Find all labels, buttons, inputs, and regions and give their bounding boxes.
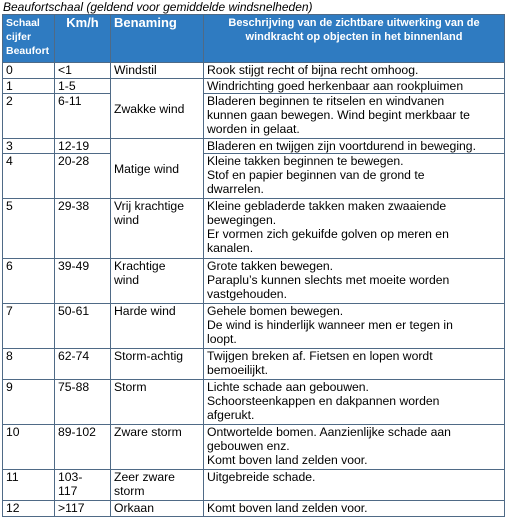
text-line: Windstil — [114, 63, 157, 77]
wind-description — [204, 199, 505, 259]
text-line: Zeer zware — [114, 470, 175, 484]
text-line: 6-11 — [58, 94, 82, 108]
text-line: 29-38 — [58, 199, 90, 213]
kmh-range — [55, 425, 111, 470]
wind-description — [204, 259, 505, 304]
kmh-range — [55, 470, 111, 501]
text-line: 50-61 — [58, 304, 90, 318]
table-row — [3, 94, 505, 139]
kmh-range — [55, 199, 111, 259]
table-row — [3, 470, 505, 501]
table-row — [3, 380, 505, 425]
text-line: Gehele bomen bewegen. — [207, 304, 344, 318]
text-line: kanalen. — [207, 241, 254, 255]
text-line: Twijgen breken af. Fietsen en lopen wordt — [207, 349, 433, 363]
beaufort-table — [2, 14, 505, 517]
text-line: Grote takken bewegen. — [207, 259, 334, 273]
text-line: Orkaan — [114, 501, 154, 515]
text-line: Harde wind — [114, 304, 176, 318]
text-line: Lichte schade aan gebouwen. — [207, 380, 369, 394]
text-line: >117 — [58, 501, 85, 515]
beaufort-number: 1 — [3, 79, 55, 94]
text-line: bemoeilijkt. — [207, 363, 268, 377]
kmh-range — [55, 94, 111, 139]
text-line: Bladeren beginnen te ritselen en windvanen — [207, 94, 445, 108]
text-line: Zware storm — [114, 425, 182, 439]
text-line: Beschrijving van de zichtbare uitwerking van de — [228, 17, 480, 29]
text-line: loopt. — [207, 332, 237, 346]
beaufort-number: 8 — [3, 349, 55, 380]
text-line: Schaal — [6, 17, 40, 29]
wind-name — [111, 63, 204, 79]
wind-description — [204, 79, 505, 94]
kmh-range — [55, 63, 111, 79]
beaufort-number: 0 — [3, 63, 55, 79]
wind-name — [111, 304, 204, 349]
table-row — [3, 154, 505, 199]
text-line: wind — [114, 273, 140, 287]
text-line: kunnen gaan bewegen. Wind begint merkbaar te — [207, 108, 470, 122]
table-row — [3, 259, 505, 304]
kmh-range — [55, 79, 111, 94]
kmh-range — [55, 154, 111, 199]
text-line: wind — [114, 213, 140, 227]
beaufort-number: 11 — [3, 470, 55, 501]
table-row — [3, 63, 505, 79]
beaufort-number: 6 — [3, 259, 55, 304]
wind-description — [204, 380, 505, 425]
table-row — [3, 501, 505, 517]
text-line: 12-19 — [58, 139, 90, 153]
text-line: 20-28 — [58, 154, 90, 168]
text-line: 117 — [58, 484, 78, 498]
kmh-range — [55, 259, 111, 304]
text-line: Er vormen zich gekuifde golven op meren en — [207, 227, 449, 241]
text-line: Storm — [114, 380, 147, 394]
kmh-range — [55, 304, 111, 349]
wind-description — [204, 304, 505, 349]
table-row — [3, 199, 505, 259]
text-line: <1 — [58, 63, 72, 77]
text-line: 89-102 — [58, 425, 96, 439]
text-line: Krachtige — [114, 259, 166, 273]
text-line: Komt boven land zelden voor. — [207, 453, 368, 467]
text-line: Rook stijgt recht of bijna recht omhoog. — [207, 63, 419, 77]
text-line: 75-88 — [58, 380, 90, 394]
table-row — [3, 349, 505, 380]
wind-description — [204, 501, 505, 517]
beaufort-number: 7 — [3, 304, 55, 349]
text-line: 39-49 — [58, 259, 90, 273]
wind-name — [111, 380, 204, 425]
text-line: Bladeren en twijgen zijn voortdurend in beweging. — [207, 139, 476, 153]
text-line: bewegingen. — [207, 213, 277, 227]
text-line: Ontwortelde bomen. Aanzienlijke schade aan — [207, 425, 451, 439]
wind-name — [111, 349, 204, 380]
text-line: Stof en papier beginnen van de grond te — [207, 168, 425, 182]
wind-name-merged — [111, 139, 204, 199]
wind-description — [204, 94, 505, 139]
text-line: Kleine gebladerde takken maken zwaaiende — [207, 199, 447, 213]
text-line: Matige wind — [114, 161, 180, 176]
text-line: storm — [114, 484, 145, 498]
beaufort-number: 2 — [3, 94, 55, 139]
text-line: Storm-achtig — [114, 349, 184, 363]
table-row — [3, 79, 505, 94]
beaufort-number: 10 — [3, 425, 55, 470]
beaufort-number: 4 — [3, 154, 55, 199]
text-line: gebouwen enz. — [207, 439, 290, 453]
text-line: Uitgebreide schade. — [207, 470, 316, 484]
text-line: 62-74 — [58, 349, 90, 363]
wind-description — [204, 63, 505, 79]
kmh-range — [55, 380, 111, 425]
text-line: Kleine takken beginnen te bewegen. — [207, 154, 404, 168]
text-line: Windrichting goed herkenbaar aan rookpluimen — [207, 79, 464, 93]
header-row — [3, 15, 505, 63]
kmh-range — [55, 349, 111, 380]
text-line: windkracht op objecten in het binnenland — [245, 31, 463, 43]
text-line: Komt boven land zelden voor. — [207, 501, 368, 515]
beaufort-number: 9 — [3, 380, 55, 425]
wind-name — [111, 259, 204, 304]
text-line: Paraplu’s kunnen slechts met moeite worden — [207, 273, 450, 287]
header-beschrijving — [204, 15, 505, 63]
text-line: dwarrelen. — [207, 182, 264, 196]
beaufort-number: 3 — [3, 139, 55, 154]
table-row — [3, 139, 505, 154]
text-line: 103- — [58, 470, 83, 484]
wind-name — [111, 501, 204, 517]
wind-name — [111, 470, 204, 501]
kmh-range — [55, 501, 111, 517]
kmh-range — [55, 139, 111, 154]
wind-description — [204, 425, 505, 470]
text-line: De wind is hinderlijk wanneer men er tegen in — [207, 318, 453, 332]
wind-description — [204, 154, 505, 199]
beaufort-number: 5 — [3, 199, 55, 259]
table-row — [3, 304, 505, 349]
text-line: Zwakke wind — [114, 101, 185, 116]
wind-name — [111, 425, 204, 470]
wind-description — [204, 349, 505, 380]
text-line: 1-5 — [58, 79, 76, 93]
table-row — [3, 425, 505, 470]
text-line: Vrij krachtige — [114, 199, 184, 213]
text-line: Schoorsteenkappen en dakpannen worden — [207, 394, 440, 408]
table-caption: Beaufortschaal (geldend voor gemiddelde windsnelheden) — [3, 0, 313, 14]
wind-name — [111, 199, 204, 259]
header-kmh: Km/h — [55, 15, 111, 63]
text-line: cijfer — [6, 31, 32, 43]
header-schaal — [3, 15, 55, 63]
wind-description — [204, 470, 505, 501]
text-line: afgerukt. — [207, 408, 255, 422]
text-line: Beaufort — [6, 45, 50, 57]
wind-name-merged — [111, 79, 204, 139]
text-line: worden in gelaat. — [207, 122, 300, 136]
text-line: vastgehouden. — [207, 287, 287, 301]
header-benaming: Benaming — [111, 15, 204, 63]
beaufort-number: 12 — [3, 501, 55, 517]
wind-description — [204, 139, 505, 154]
